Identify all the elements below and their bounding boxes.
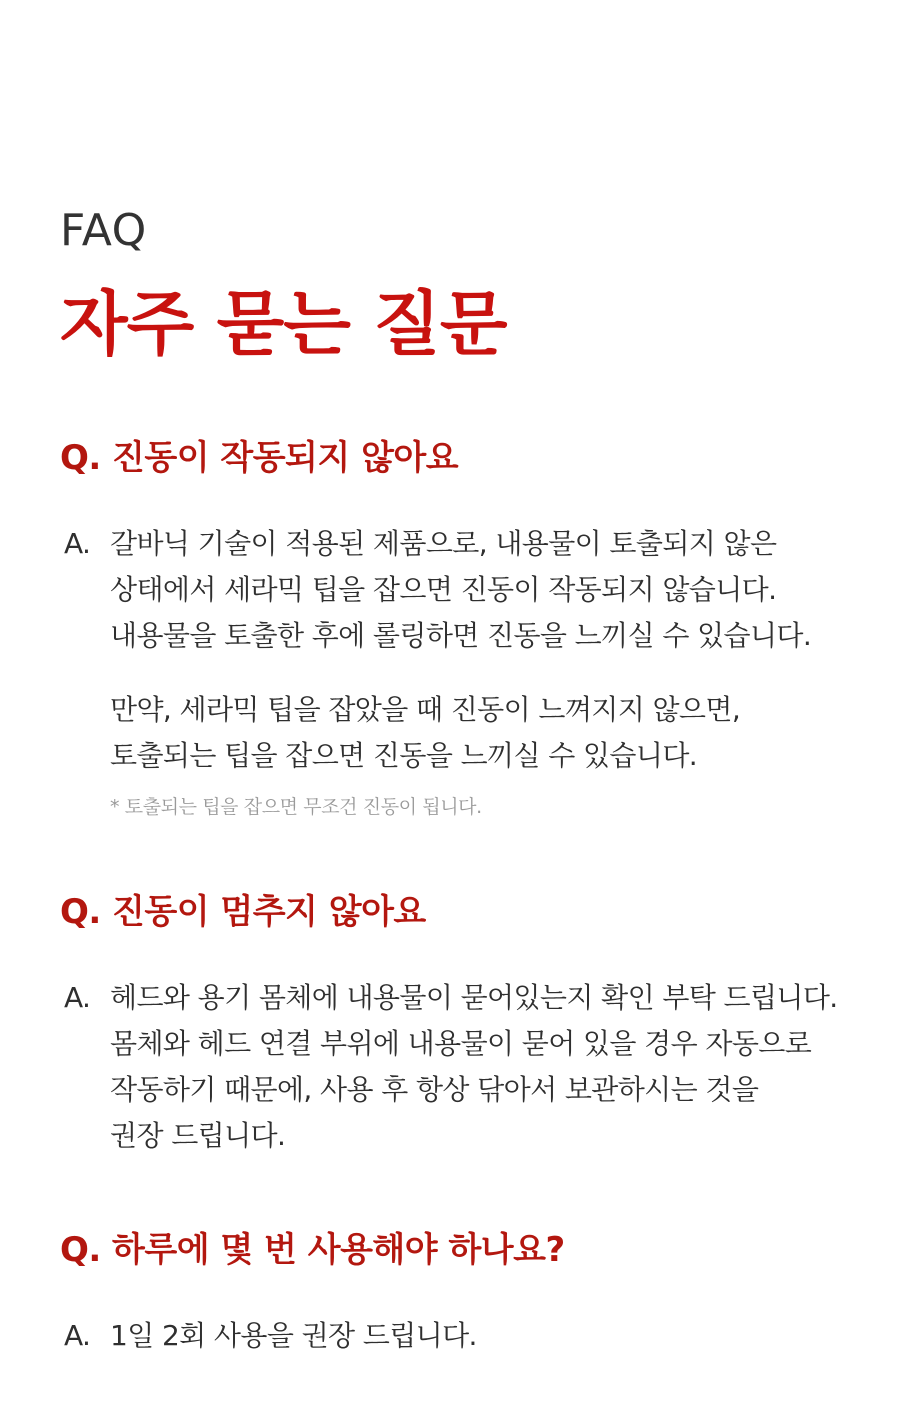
answer-line: 갈바닉 기술이 적용된 제품으로, 내용물이 토출되지 않은 — [110, 527, 777, 560]
question-text: 진동이 멈추지 않아요 — [112, 892, 426, 932]
answer-line: 만약, 세라믹 팁을 잡았을 때 진동이 느껴지지 않으면, — [110, 693, 741, 726]
faq-list — [60, 437, 840, 1359]
question-text: 진동이 작동되지 않아요 — [112, 438, 459, 478]
answer-line: 1일 2회 사용을 권장 드립니다. — [110, 1319, 477, 1352]
faq-answer — [60, 1313, 840, 1359]
answer-line: 권장 드립니다. — [110, 1119, 286, 1152]
question-marker: Q. — [60, 438, 101, 478]
answer-marker: A. — [64, 1319, 91, 1352]
answer-marker: A. — [64, 981, 91, 1014]
faq-item — [60, 1229, 840, 1359]
question-marker: Q. — [60, 1230, 101, 1270]
answer-paragraph — [110, 1313, 840, 1359]
answer-line: 몸체와 헤드 연결 부위에 내용물이 묻어 있을 경우 자동으로 — [110, 1027, 812, 1060]
answer-body — [110, 521, 840, 821]
faq-question — [60, 437, 840, 479]
answer-line: 내용물을 토출한 후에 롤링하면 진동을 느끼실 수 있습니다. — [110, 619, 812, 652]
answer-paragraph — [110, 975, 840, 1159]
answer-body — [110, 975, 840, 1159]
answer-line: 헤드와 용기 몸체에 내용물이 묻어있는지 확인 부탁 드립니다. — [110, 981, 838, 1014]
answer-line: 토출되는 팁을 잡으면 진동을 느끼실 수 있습니다. — [110, 739, 698, 772]
question-text: 하루에 몇 번 사용해야 하나요? — [112, 1230, 565, 1270]
faq-item — [60, 437, 840, 821]
answer-paragraph — [110, 687, 840, 779]
answer-paragraph — [110, 521, 840, 659]
faq-question — [60, 1229, 840, 1271]
faq-answer — [60, 521, 840, 821]
page-title: 자주 묻는 질문 — [60, 283, 507, 365]
question-marker: Q. — [60, 892, 101, 932]
faq-answer — [60, 975, 840, 1159]
answer-body — [110, 1313, 840, 1359]
answer-note: * 토출되는 팁을 잡으면 무조건 진동이 됩니다. — [110, 796, 482, 818]
faq-item — [60, 891, 840, 1159]
faq-eyebrow: FAQ — [60, 205, 147, 256]
answer-line: 상태에서 세라믹 팁을 잡으면 진동이 작동되지 않습니다. — [110, 573, 777, 606]
faq-question — [60, 891, 840, 933]
answer-line: 작동하기 때문에, 사용 후 항상 닦아서 보관하시는 것을 — [110, 1073, 759, 1106]
answer-marker: A. — [64, 527, 91, 560]
